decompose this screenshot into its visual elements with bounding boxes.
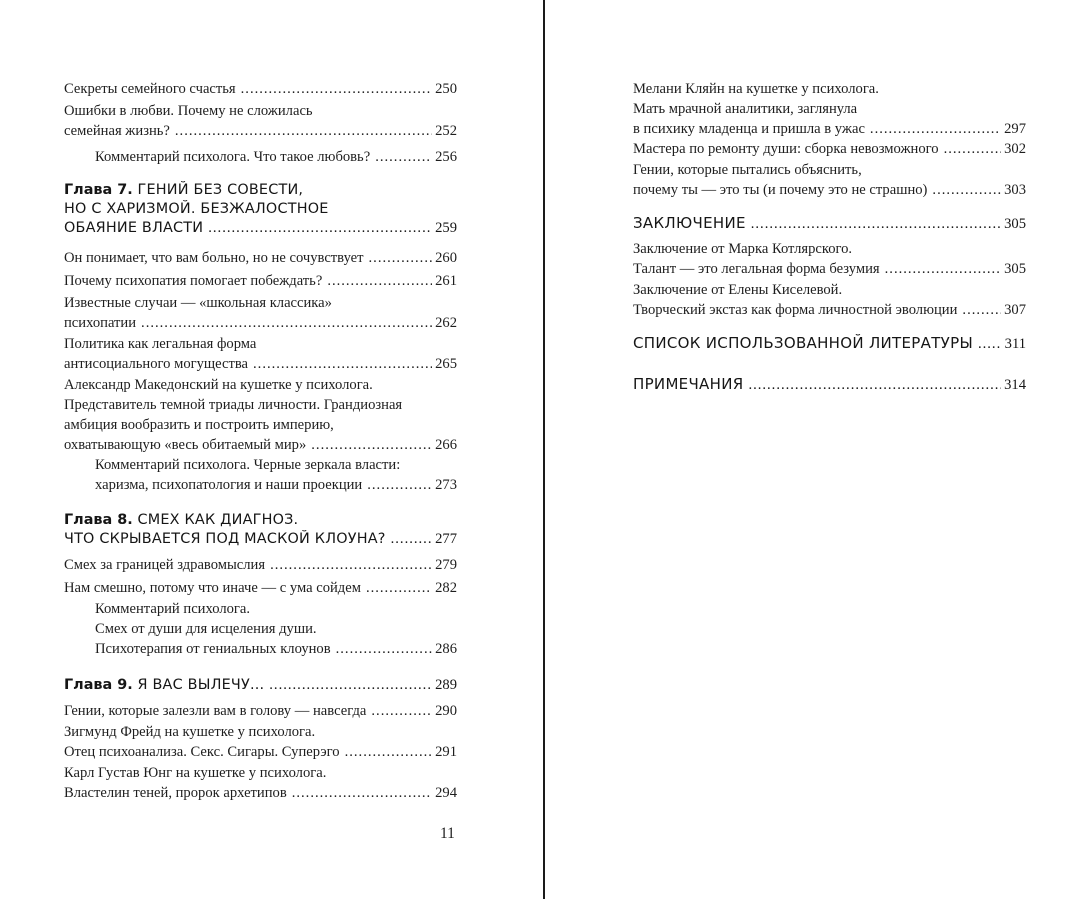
toc-line bbox=[64, 334, 457, 354]
toc-entry-title bbox=[64, 248, 364, 268]
toc-line bbox=[633, 160, 1026, 180]
toc-entry-text: в психику младенца и пришла в ужас bbox=[633, 121, 865, 137]
toc-page-ref: 265 bbox=[435, 356, 457, 372]
toc-entry-text: Политика как легальная форма bbox=[64, 336, 257, 352]
chapter-label: Глава 8. bbox=[64, 512, 133, 528]
toc-entry-title bbox=[633, 213, 746, 233]
toc-page-ref: 259 bbox=[435, 220, 457, 236]
toc-entry-text: харизма, психопатология и наши проекции bbox=[95, 477, 363, 493]
toc-entry-title bbox=[64, 765, 326, 781]
toc-entry bbox=[64, 722, 457, 762]
toc-entry-text: Психотерапия от гениальных клоунов bbox=[95, 641, 331, 657]
toc-line bbox=[64, 395, 457, 415]
toc-page-ref: 302 bbox=[1004, 141, 1026, 157]
toc-entry-title bbox=[95, 457, 400, 473]
toc-subentry bbox=[95, 147, 457, 167]
dot-leader bbox=[175, 121, 432, 141]
toc-line bbox=[633, 280, 1026, 300]
toc-line bbox=[64, 415, 457, 435]
toc-section-entry bbox=[633, 213, 1026, 233]
toc-entry bbox=[633, 280, 1026, 320]
toc-line bbox=[64, 530, 457, 549]
toc-entry bbox=[64, 763, 457, 803]
toc-page-ref: 273 bbox=[435, 477, 457, 493]
toc-entry-title bbox=[633, 300, 957, 320]
dot-leader bbox=[292, 783, 432, 803]
toc-page-ref: 297 bbox=[1004, 121, 1026, 137]
toc-page-ref: 305 bbox=[1004, 216, 1026, 232]
toc-line bbox=[95, 455, 457, 475]
toc-entry-title bbox=[633, 81, 879, 97]
toc-entry-text: Гении, которые залезли вам в голову — навсегда bbox=[64, 703, 367, 719]
toc-entry-title bbox=[64, 103, 313, 119]
toc-entry-text: почему ты — это ты (и почему это не страшно) bbox=[633, 182, 928, 198]
dot-leader bbox=[141, 313, 432, 333]
toc-entry bbox=[64, 375, 457, 455]
toc-entry-title bbox=[64, 201, 329, 217]
dot-leader bbox=[944, 139, 1002, 159]
toc-entry-title bbox=[64, 578, 361, 598]
dot-leader bbox=[369, 248, 433, 268]
dot-leader bbox=[751, 214, 1001, 233]
dot-leader bbox=[885, 259, 1001, 279]
toc-entry bbox=[633, 239, 1026, 279]
dot-leader bbox=[870, 119, 1001, 139]
toc-line bbox=[633, 300, 1026, 320]
toc-page-ref: 260 bbox=[435, 250, 457, 266]
toc-subentry bbox=[95, 455, 457, 495]
toc-line bbox=[64, 511, 457, 530]
toc-entry-text: Известные случаи — «школьная классика» bbox=[64, 295, 332, 311]
toc-entry-title bbox=[633, 282, 842, 298]
toc-line bbox=[64, 219, 457, 238]
dot-leader bbox=[978, 334, 1002, 353]
toc-line bbox=[64, 79, 457, 99]
dot-leader bbox=[208, 219, 432, 238]
toc-entry-text: ЗАКЛЮЧЕНИЕ bbox=[633, 214, 746, 232]
toc-page-ref: 250 bbox=[435, 81, 457, 97]
toc-entry bbox=[64, 248, 457, 268]
toc-entry-title bbox=[64, 313, 136, 333]
toc-subentry bbox=[95, 599, 457, 659]
toc-line bbox=[633, 139, 1026, 159]
toc-entry bbox=[64, 293, 457, 333]
toc-entry bbox=[64, 578, 457, 598]
toc-entry-text: Талант — это легальная форма безумия bbox=[633, 261, 880, 277]
toc-entry-title bbox=[64, 336, 256, 352]
toc-entry-text: Мать мрачной аналитики, заглянула bbox=[633, 101, 858, 117]
toc-entry-text: СМЕХ КАК ДИАГНОЗ. bbox=[137, 512, 299, 528]
toc-line bbox=[633, 239, 1026, 259]
dot-leader bbox=[371, 701, 432, 721]
toc-entry bbox=[64, 334, 457, 374]
toc-line bbox=[95, 599, 457, 619]
toc-line bbox=[64, 742, 457, 762]
toc-line bbox=[95, 475, 457, 495]
toc-entry-text: НО С ХАРИЗМОЙ. БЕЗЖАЛОСТНОЕ bbox=[64, 201, 329, 217]
toc-page-ref: 291 bbox=[435, 744, 457, 760]
toc-entry-title bbox=[95, 621, 317, 637]
toc-line bbox=[95, 619, 457, 639]
toc-entry-text: Отец психоанализа. Секс. Сигары. Суперэго bbox=[64, 744, 340, 760]
toc-line bbox=[64, 783, 457, 803]
toc-chapter-entry bbox=[64, 181, 457, 238]
toc-page-ref: 314 bbox=[1004, 377, 1026, 393]
chapter-label: Глава 9. bbox=[64, 677, 133, 693]
toc-entry-text: Комментарий психолога. Что такое любовь? bbox=[95, 149, 371, 165]
toc-entry-text: Я ВАС ВЫЛЕЧУ... bbox=[137, 677, 265, 693]
toc-chapter-entry bbox=[64, 511, 457, 549]
toc-page-ref: 305 bbox=[1004, 261, 1026, 277]
toc-entry-title bbox=[95, 147, 370, 167]
toc-line bbox=[64, 763, 457, 783]
page-spine bbox=[543, 0, 545, 899]
dot-leader bbox=[932, 180, 1001, 200]
toc-entry-title bbox=[64, 676, 264, 695]
toc-entry-title bbox=[64, 724, 315, 740]
toc-entry-text: антисоциального могущества bbox=[64, 356, 249, 372]
toc-entry-title bbox=[95, 601, 250, 617]
toc-entry-title bbox=[64, 530, 386, 549]
toc-chapter-entry bbox=[64, 676, 457, 695]
toc-line bbox=[633, 259, 1026, 279]
toc-entry-text: Он понимает, что вам больно, но не сочувствует bbox=[64, 250, 364, 266]
dot-leader bbox=[345, 742, 433, 762]
toc-entry-title bbox=[633, 162, 862, 178]
page-number: 11 bbox=[440, 825, 455, 842]
toc-entry-title bbox=[95, 475, 362, 495]
toc-entry-text: ЧТО СКРЫВАЕТСЯ ПОД МАСКОЙ КЛОУНА? bbox=[64, 531, 386, 547]
toc-entry-text: Комментарий психолога. bbox=[95, 601, 251, 617]
toc-entry-text: амбиция вообразить и построить империю, bbox=[64, 417, 334, 433]
toc-entry-title bbox=[95, 639, 331, 659]
toc-line bbox=[64, 701, 457, 721]
toc-entry-title bbox=[64, 512, 298, 528]
toc-line bbox=[64, 248, 457, 268]
toc-entry-title bbox=[633, 101, 857, 117]
toc-line bbox=[64, 121, 457, 141]
toc-line bbox=[64, 271, 457, 291]
toc-entry-text: Зигмунд Фрейд на кушетке у психолога. bbox=[64, 724, 316, 740]
toc-line bbox=[64, 676, 457, 695]
toc-line bbox=[64, 313, 457, 333]
toc-page-ref: 307 bbox=[1004, 302, 1026, 318]
toc-entry-title bbox=[64, 295, 332, 311]
toc-entry bbox=[633, 160, 1026, 200]
toc-entry-text: семейная жизнь? bbox=[64, 123, 170, 139]
dot-leader bbox=[311, 435, 432, 455]
toc-entry-text: Почему психопатия помогает побеждать? bbox=[64, 273, 323, 289]
toc-entry-title bbox=[64, 182, 303, 198]
toc-line bbox=[633, 99, 1026, 119]
toc-entry-title bbox=[633, 139, 939, 159]
toc-line bbox=[64, 293, 457, 313]
dot-leader bbox=[269, 676, 432, 695]
toc-page-ref: 290 bbox=[435, 703, 457, 719]
toc-entry-text: ГЕНИЙ БЕЗ СОВЕСТИ, bbox=[137, 182, 304, 198]
toc-line bbox=[64, 555, 457, 575]
toc-entry-title bbox=[633, 333, 973, 353]
toc-entry-title bbox=[64, 397, 402, 413]
toc-entry-title bbox=[64, 354, 248, 374]
toc-entry-text: Смех от души для исцеления души. bbox=[95, 621, 317, 637]
toc-page-ref: 303 bbox=[1004, 182, 1026, 198]
toc-entry-text: Ошибки в любви. Почему не сложилась bbox=[64, 103, 313, 119]
dot-leader bbox=[391, 530, 432, 549]
dot-leader bbox=[375, 147, 432, 167]
toc-line bbox=[95, 147, 457, 167]
toc-entry-title bbox=[64, 783, 287, 803]
toc-entry-text: Творческий экстаз как форма личностной эволюции bbox=[633, 302, 958, 318]
toc-entry-title bbox=[64, 435, 306, 455]
dot-leader bbox=[336, 639, 432, 659]
toc-line bbox=[95, 639, 457, 659]
toc-entry bbox=[633, 79, 1026, 139]
toc-entry-text: Смех за границей здравомыслия bbox=[64, 557, 266, 573]
toc-line bbox=[64, 435, 457, 455]
toc-line bbox=[633, 119, 1026, 139]
toc-entry-text: Мастера по ремонту души: сборка невозможного bbox=[633, 141, 939, 157]
toc-section-entry bbox=[633, 374, 1026, 394]
toc-entry-title bbox=[633, 374, 743, 394]
toc-entry bbox=[64, 701, 457, 721]
toc-line bbox=[64, 722, 457, 742]
toc-entry-title bbox=[633, 119, 865, 139]
toc-entry-text: охватывающую «весь обитаемый мир» bbox=[64, 437, 307, 453]
toc-page-ref: 282 bbox=[435, 580, 457, 596]
toc-line bbox=[633, 180, 1026, 200]
toc-page-ref: 289 bbox=[435, 677, 457, 693]
toc-entry-text: Секреты семейного счастья bbox=[64, 81, 236, 97]
dot-leader bbox=[366, 578, 432, 598]
dot-leader bbox=[270, 555, 432, 575]
toc-entry-text: Заключение от Елены Киселевой. bbox=[633, 282, 843, 298]
toc-page-ref: 286 bbox=[435, 641, 457, 657]
dot-leader bbox=[241, 79, 432, 99]
toc-entry-title bbox=[64, 79, 236, 99]
dot-leader bbox=[327, 271, 432, 291]
toc-section-entry bbox=[633, 333, 1026, 353]
toc-entry-text: Заключение от Марка Котлярского. bbox=[633, 241, 853, 257]
toc-line bbox=[633, 213, 1026, 233]
dot-leader bbox=[962, 300, 1001, 320]
toc-entry-title bbox=[64, 742, 340, 762]
toc-line bbox=[633, 374, 1026, 394]
toc-entry bbox=[64, 271, 457, 291]
toc-entry bbox=[64, 79, 457, 99]
toc-line bbox=[64, 181, 457, 200]
toc-entry-text: Представитель темной триады личности. Грандиозная bbox=[64, 397, 403, 413]
toc-entry-text: ОБАЯНИЕ ВЛАСТИ bbox=[64, 220, 204, 236]
toc-page-ref: 256 bbox=[435, 149, 457, 165]
toc-page-ref: 252 bbox=[435, 123, 457, 139]
dot-leader bbox=[748, 375, 1001, 394]
toc-entry-text: ПРИМЕЧАНИЯ bbox=[633, 375, 744, 393]
toc-line bbox=[64, 200, 457, 219]
toc-entry-text: Мелани Кляйн на кушетке у психолога. bbox=[633, 81, 879, 97]
toc-page-ref: 311 bbox=[1004, 336, 1026, 352]
toc-entry-text: СПИСОК ИСПОЛЬЗОВАННОЙ ЛИТЕРАТУРЫ bbox=[633, 334, 973, 352]
toc-entry-title bbox=[64, 701, 366, 721]
toc-line bbox=[633, 333, 1026, 353]
dot-leader bbox=[253, 354, 432, 374]
toc-line bbox=[633, 79, 1026, 99]
toc-entry-title bbox=[64, 555, 265, 575]
toc-entry-title bbox=[633, 259, 880, 279]
toc-entry-text: Карл Густав Юнг на кушетке у психолога. bbox=[64, 765, 327, 781]
toc-entry-text: Гении, которые пытались объяснить, bbox=[633, 162, 862, 178]
toc-page-ref: 277 bbox=[435, 531, 457, 547]
toc-entry-title bbox=[64, 271, 322, 291]
toc-entry-title bbox=[64, 377, 373, 393]
toc-entry-title bbox=[633, 241, 852, 257]
chapter-label: Глава 7. bbox=[64, 182, 133, 198]
toc-entry bbox=[633, 139, 1026, 159]
toc-entry-text: Нам смешно, потому что иначе — с ума сойдем bbox=[64, 580, 361, 596]
toc-entry-title bbox=[64, 121, 170, 141]
toc-page-ref: 294 bbox=[435, 785, 457, 801]
toc-entry bbox=[64, 555, 457, 575]
toc-page-ref: 261 bbox=[435, 273, 457, 289]
toc-page-ref: 266 bbox=[435, 437, 457, 453]
toc-entry-text: Властелин теней, пророк архетипов bbox=[64, 785, 287, 801]
toc-entry-text: Комментарий психолога. Черные зеркала власти: bbox=[95, 457, 401, 473]
toc-line bbox=[64, 375, 457, 395]
toc-entry-text: Александр Македонский на кушетке у психолога. bbox=[64, 377, 373, 393]
dot-leader bbox=[367, 475, 432, 495]
toc-entry-title bbox=[64, 219, 203, 238]
toc-entry-text: психопатии bbox=[64, 315, 137, 331]
toc-page-ref: 262 bbox=[435, 315, 457, 331]
toc-entry bbox=[64, 101, 457, 141]
toc-entry-title bbox=[633, 180, 927, 200]
toc-line bbox=[64, 578, 457, 598]
toc-entry-title bbox=[64, 417, 334, 433]
toc-page-ref: 279 bbox=[435, 557, 457, 573]
toc-line bbox=[64, 354, 457, 374]
toc-line bbox=[64, 101, 457, 121]
